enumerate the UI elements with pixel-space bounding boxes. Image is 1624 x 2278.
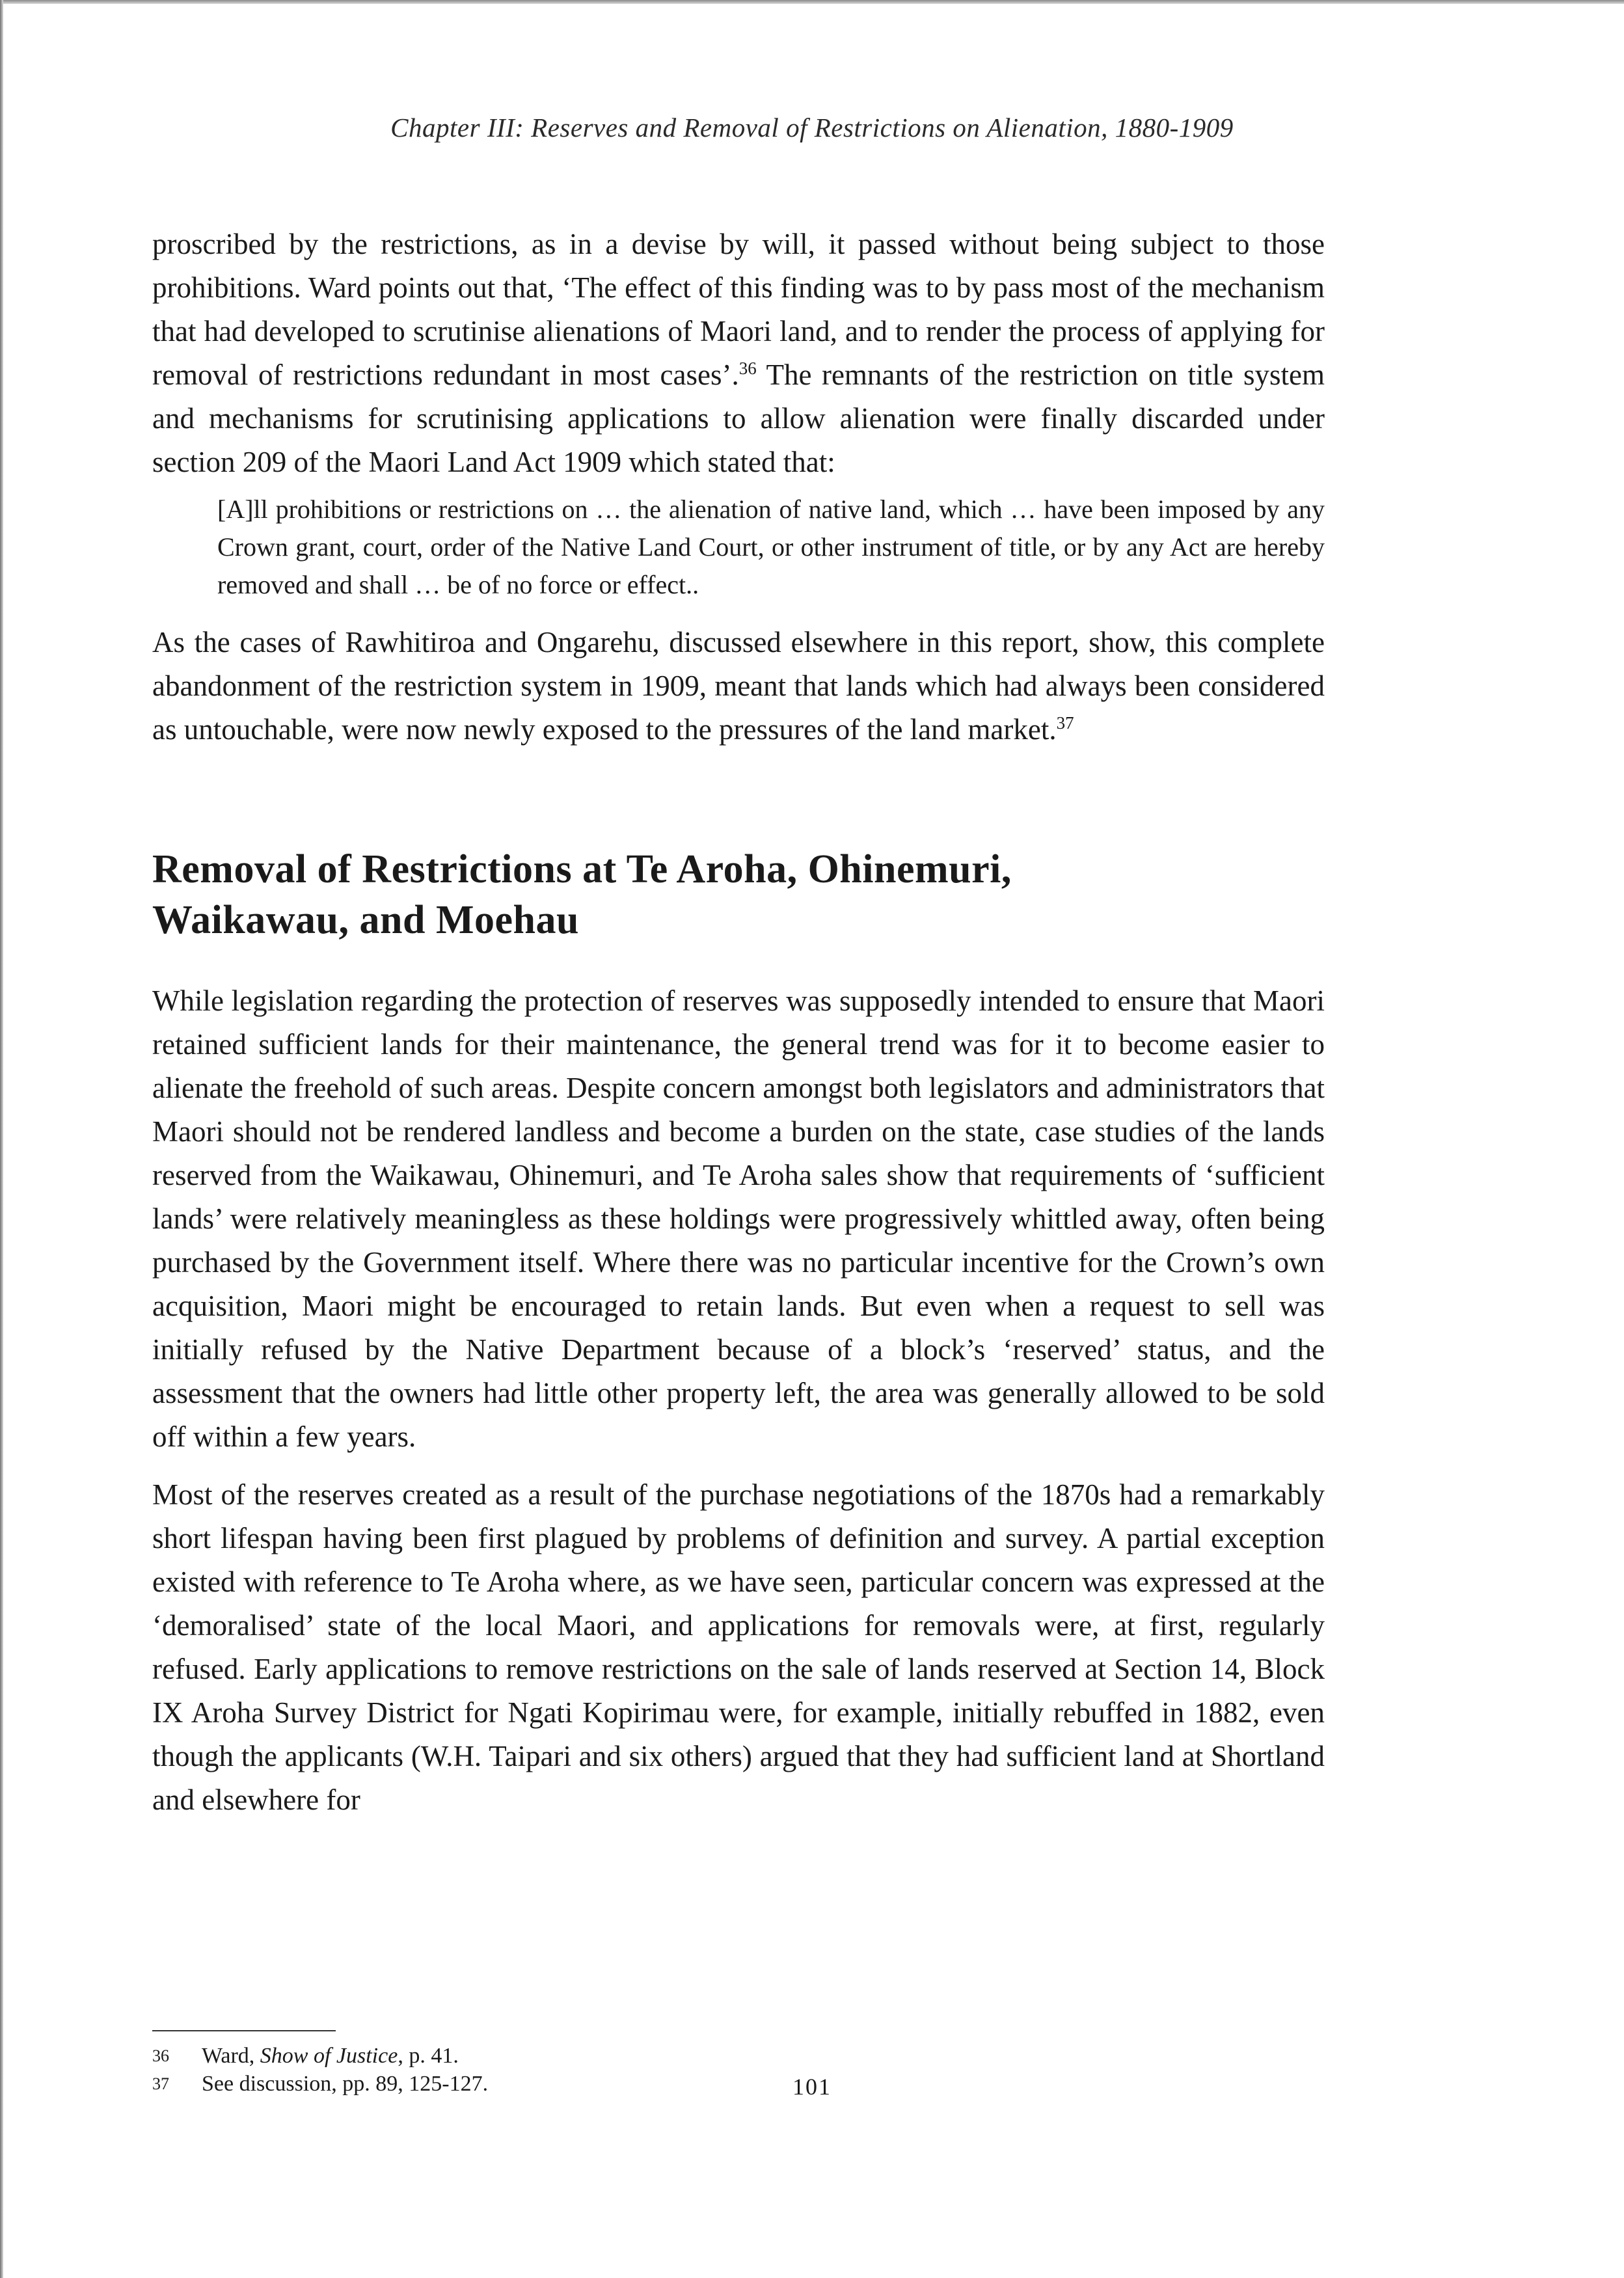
section-heading: Removal of Restrictions at Te Aroha, Ohinemuri, Waikawau, and Moehau: [152, 847, 1012, 942]
page-number: 101: [792, 2074, 832, 2100]
running-head: Chapter III: Reserves and Removal of Restrictions on Alienation, 1880-1909: [390, 113, 1234, 142]
paragraph-2: [152, 621, 1325, 752]
scan-edge-left: [0, 0, 3, 2278]
block-quote: [A]ll prohibitions or restrictions on … the alienation of native land, which … have been imposed by any Crown grant, court, order of the Native Land Court, or other instrument of title, or by any Act are hereby removed and shall … be of no force or effect..: [217, 495, 1325, 599]
page-body: [152, 223, 1325, 1822]
paragraph-1-text-a: proscribed by the restrictions, as in a devise by will, it passed without being subject to those prohibitions. Ward points out that, ‘The effect of this finding was to by pass most of the mechanism that had developed to scrutinise alienations of Maori land, and to render the process of applying for removal of restrictions redundant in most cases’.: [152, 228, 1325, 391]
footnote-number: 36: [152, 2046, 169, 2065]
paragraph-3: While legislation regarding the protection of reserves was supposedly intended to ensure that Maori retained sufficient lands for their maintenance, the general trend was for it to become easier to alienate the freehold of such areas. Despite concern amongst both legislators and administrators that Maori should not be rendered landless and become a burden on the state, case studies of the lands reserved from the Waikawau, Ohinemuri, and Te Aroha sales show that requirements of ‘sufficient lands’ were relatively meaningless as these holdings were progressively whittled away, often being purchased by the Government itself. Where there was no particular incentive for the Crown’s own acquisition, Maori might be encouraged to retain lands. But even when a request to sell was initially refused by the Native Department because of a block’s ‘reserved’ status, and the assessment that the owners had little other property left, the area was generally allowed to be sold off within a few years.: [152, 984, 1325, 1453]
footnote-36: [152, 2042, 1128, 2070]
footnote-text: Ward, Show of Justice, p. 41.: [202, 2044, 459, 2068]
footnote-number: 37: [152, 2074, 169, 2093]
footnote-rule: [152, 2030, 336, 2031]
footnote-title: Show of Justice: [260, 2044, 398, 2068]
footnote-ref-37[interactable]: 37: [1056, 713, 1074, 733]
paragraph-1-text-b: The remnants of the restriction on title system and mechanisms for scrutinising applications to allow alienation were finally discarded under section 209 of the Maori Land Act 1909 which stated that:: [152, 359, 1325, 478]
paragraph-2-text: As the cases of Rawhitiroa and Ongarehu, discussed elsewhere in this report, show, this complete abandonment of the restriction system in 1909, meant that lands which had always been considered as untouchable, were now newly exposed to the pressures of the land market.: [152, 626, 1325, 746]
paragraph-4: Most of the reserves created as a result of the purchase negotiations of the 1870s had a remarkably short lifespan having been first plagued by problems of definition and survey. A partial exception existed with reference to Te Aroha where, as we have seen, particular concern was expressed at the ‘demoralised’ state of the local Maori, and applications for removals were, at first, regularly refused. Early applications to remove restrictions on the sale of lands reserved at Section 14, Block IX Aroha Survey District for Ngati Kopirimau were, for example, initially rebuffed in 1882, even though the applicants (W.H. Taipari and six others) argued that they had sufficient land at Shortland and elsewhere for: [152, 1478, 1325, 1816]
paragraph-1: [152, 223, 1325, 484]
footnote-text: See discussion, pp. 89, 125-127.: [202, 2072, 489, 2096]
footnote-ref-36[interactable]: 36: [738, 359, 757, 378]
scan-edge-top: [0, 0, 1624, 4]
